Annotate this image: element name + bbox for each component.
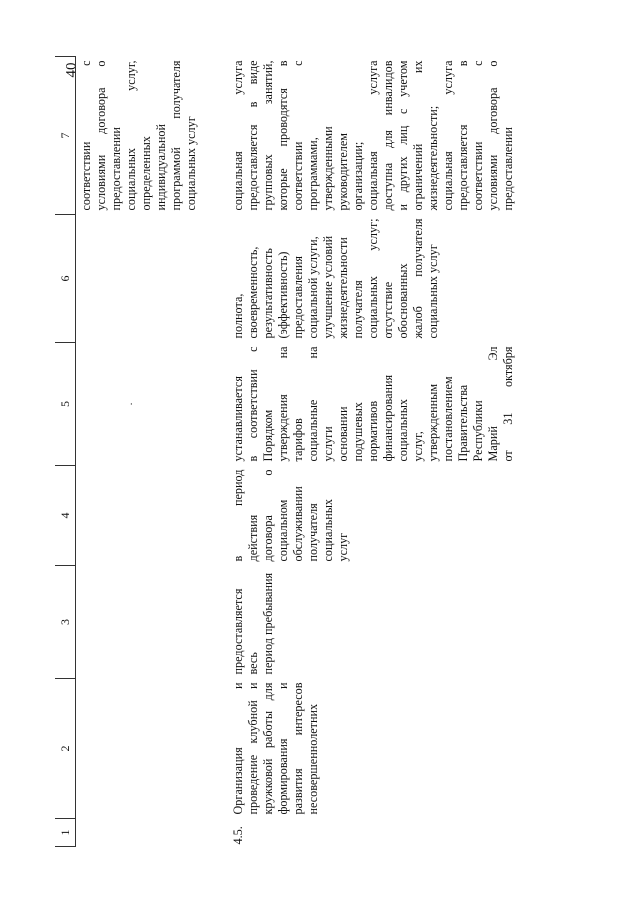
text-line: социальных услуг (184, 116, 198, 211)
text-line: программой получателя (169, 60, 183, 211)
text-line: обслуживании (290, 486, 305, 562)
text-line: Организация и (230, 682, 245, 815)
text-line: от 31 октября (500, 346, 515, 462)
text-line: групповых занятий, (260, 60, 275, 211)
quality-criteria-cell (228, 215, 519, 343)
continuation-cell-3 (76, 566, 228, 679)
rotated-page-content (55, 57, 585, 847)
column-number-header-row (55, 57, 76, 847)
text-line: нормативов (365, 400, 380, 462)
text-line: услуг (335, 532, 350, 562)
text-line: жизнедеятельности (335, 237, 350, 339)
text-line: кружковой работы для (260, 682, 275, 815)
text-line: индивидуальной (154, 124, 168, 211)
text-line: социальных услуг, (124, 60, 138, 211)
text-line: услуги (320, 426, 335, 462)
text-line: социальном (275, 499, 290, 562)
text-line: полнота, (230, 293, 245, 339)
service-row-4-5 (228, 57, 519, 847)
text-line: соответствии с (290, 60, 305, 211)
text-line: договора о (260, 469, 275, 562)
column-header-7: 7 (55, 57, 76, 215)
text-line: Порядком (260, 409, 275, 462)
text-line: предоставлении (109, 127, 123, 211)
column-header-6: 6 (55, 215, 76, 343)
continuation-cell-5 (76, 343, 228, 466)
text-line: предоставления (290, 256, 305, 339)
text-line: утверждения на (275, 346, 290, 462)
term-cell (228, 466, 519, 566)
text-line: социальных (395, 398, 410, 462)
column-header-4: 4 (55, 466, 76, 566)
column-header-1: 1 (55, 819, 76, 847)
continuation-cell-6 (76, 215, 228, 343)
text-line: несовершеннолетних (305, 703, 320, 815)
text-line: проведение клубной и (245, 682, 260, 815)
text-line: предоставляется весь (230, 588, 260, 675)
text-line: предоставляется в (455, 60, 470, 211)
text-line: (эффективность) (275, 251, 290, 339)
text-line: предоставляется в виде (245, 60, 260, 211)
text-line: тарифов (290, 418, 305, 462)
text-line: Республики (470, 400, 485, 462)
text-line: руководителем (335, 133, 350, 211)
text-line: определенных (139, 136, 153, 211)
text-line: устанавливается (230, 376, 245, 462)
text-line: в период (230, 469, 245, 562)
text-line: утвержденными (320, 126, 335, 211)
text-line: социальных (320, 498, 335, 562)
text-line: отсутствие (380, 281, 395, 339)
text-line: предоставлении (500, 127, 515, 211)
text-line: социальная услуга (230, 60, 245, 211)
service-name-cell (228, 679, 519, 819)
continuation-row (76, 57, 228, 847)
text-line: социальных услуг (425, 244, 440, 339)
text-line: обоснованных (395, 263, 410, 339)
text-line: получателя (350, 280, 365, 339)
conditions-cell (228, 57, 519, 215)
text-line: своевременность, (245, 246, 260, 339)
text-line: которые проводятся в (275, 60, 290, 211)
text-line: социальной услуги, (305, 236, 320, 339)
text-line: социальная услуга (440, 60, 455, 211)
stray-mark: · (127, 402, 138, 406)
text-line: жалоб получателя (410, 218, 425, 339)
period-cell (228, 566, 519, 679)
text-line: результативность (260, 248, 275, 339)
text-line: формирования и (275, 682, 290, 815)
text-line: условиями договора о (485, 60, 500, 211)
text-line: развития интересов (290, 682, 305, 815)
text-line: Марий Эл (485, 346, 500, 462)
text-line: социальные на (305, 346, 320, 462)
text-line: период пребывания (260, 572, 275, 675)
row-number: 4.5. (230, 826, 245, 845)
text-line: Правительства (455, 384, 470, 462)
continuation-cell-7 (76, 57, 228, 215)
text-line: услуг, (410, 431, 425, 462)
text-line: социальных услуг; (365, 218, 380, 339)
text-line: подушевых (350, 402, 365, 462)
text-line: в соответствии с (245, 346, 260, 462)
text-line: жизнедеятельности; (425, 105, 440, 211)
text-line: программами, (305, 137, 320, 211)
text-line: получателя (305, 503, 320, 562)
text-line: действия (245, 514, 260, 562)
tariff-cell (228, 343, 519, 466)
column-header-3: 3 (55, 566, 76, 679)
text-line: финансирования (380, 374, 395, 462)
continuation-cell-1 (76, 819, 228, 847)
text-line: утвержденным (425, 383, 440, 462)
text-line: организации; (350, 141, 365, 211)
text-line: и других лиц с учетом (395, 60, 410, 211)
text-line: улучшение условий (320, 235, 335, 339)
text-line: соответствии с (79, 60, 93, 211)
column-header-5: 5 (55, 343, 76, 466)
text-line: соответствии с (470, 60, 485, 211)
text-line: ограничений их (410, 60, 425, 211)
text-line: условиями договора о (94, 60, 108, 211)
continuation-cell-2 (76, 679, 228, 819)
text-line: основании (335, 406, 350, 462)
text-line: постановлением (440, 376, 455, 462)
page-number: 40 (63, 62, 80, 78)
text-line: доступна для инвалидов (380, 60, 395, 211)
text-line: социальная услуга (365, 60, 380, 211)
services-table (55, 56, 519, 847)
column-header-2: 2 (55, 679, 76, 819)
continuation-cell-4 (76, 466, 228, 566)
